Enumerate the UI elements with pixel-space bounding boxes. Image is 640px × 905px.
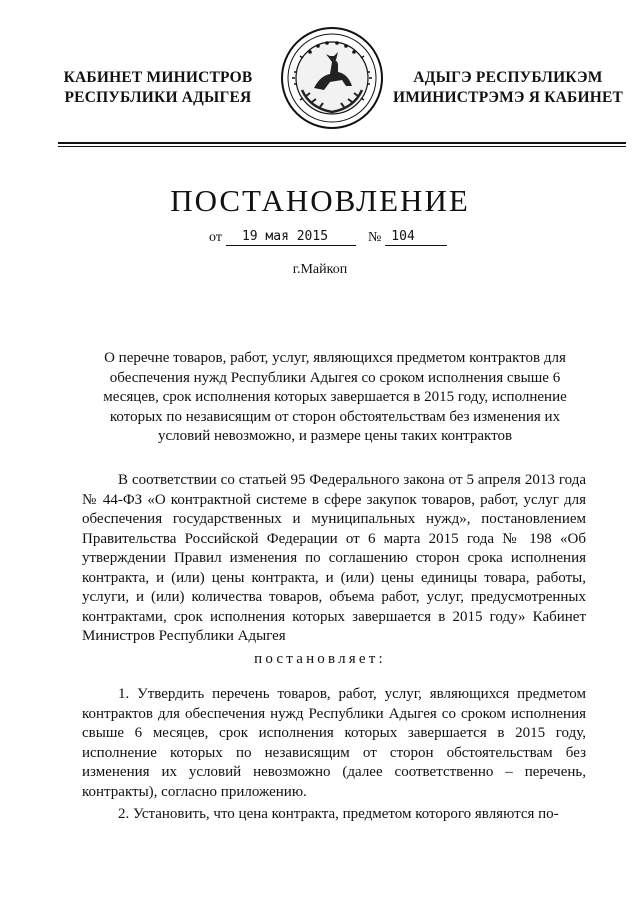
- document-title: ПОСТАНОВЛЕНИЕ: [170, 183, 470, 218]
- document-date: 19 мая 2015: [226, 229, 356, 246]
- issuer-name-adyghe: [392, 68, 624, 108]
- document-subject: О перечне товаров, работ, услуг, являющихся предметом контрактов для обеспечения нужд Республики Адыгея со сроком исполнения свыше 6 месяцев, срок исполнения которых завершается в 2015 году, исполнение которых по независящим от сторон обстоятельствам без изменения их условий невозможно, и размере цены таких контрактов: [103, 350, 567, 444]
- adygea-coat-of-arms-icon: [280, 26, 384, 130]
- decree-word: постановляет:: [254, 651, 386, 667]
- date-number-line: [205, 229, 447, 246]
- issuer-name-line: РЕСПУБЛИКИ АДЫГЕЯ: [64, 89, 252, 106]
- issuer-name-russian: [58, 68, 258, 108]
- item-2-paragraph: 2. Установить, что цена контракта, предметом которого являются по-: [118, 806, 559, 822]
- document-city: г.Майкоп: [292, 262, 348, 277]
- issuer-name-line: КАБИНЕТ МИНИСТРОВ: [63, 69, 253, 86]
- header-rule-thin: [58, 146, 626, 147]
- issuer-name-line: АДЫГЭ РЕСПУБЛИКЭМ: [413, 69, 603, 86]
- number-prefix: №: [367, 230, 382, 245]
- document-number: 104: [385, 229, 447, 246]
- header-rule-thick: [58, 142, 626, 144]
- issuer-name-line: ИМИНИСТРЭМЭ Я КАБИНЕТ: [392, 89, 624, 106]
- date-prefix: от: [209, 230, 222, 245]
- item-1-paragraph: 1. Утвердить перечень товаров, работ, услуг, являющихся предметом контрактов для обеспечения нужд Республики Адыгея со сроком исполнения свыше 6 месяцев, срок исполнения которых завершается в 2015 году, исполнение которых по независящим от сторон обстоятельствам без изменения их условий невозможно (далее соответственно – перечень, контракты), согласно приложению.: [82, 686, 586, 800]
- preamble-paragraph: В соответствии со статьей 95 Федерального закона от 5 апреля 2013 года № 44-ФЗ «О контрактной системе в сфере закупок товаров, работ, услуг для обеспечения государственных и муниципальных нужд», постановлением Правительства Российской Федерации от 6 марта 2015 года № 198 «Об утверждении Правил изменения по соглашению сторон срока исполнения контракта, и (или) цены контракта, и (или) цены единицы товара, работы, услуги, и (или) количества товаров, объема работ, услуг, предусмотренных контрактами, срок исполнения которых завершается в 2015 году» Кабинет Министров Республики Адыгея: [82, 472, 586, 644]
